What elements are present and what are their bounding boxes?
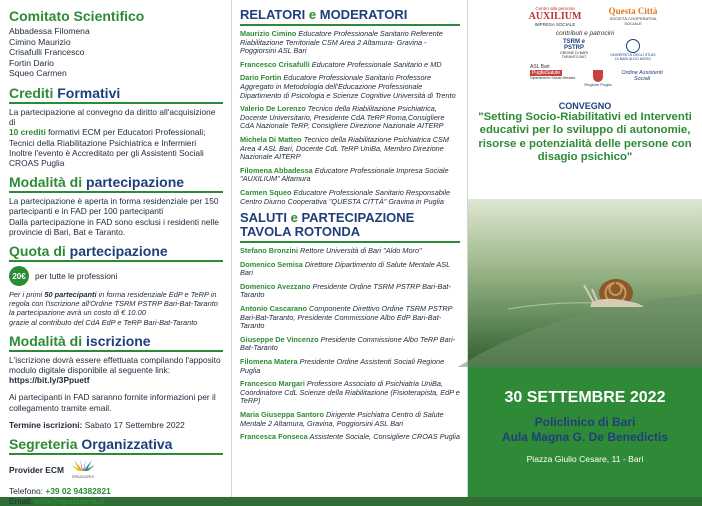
spazioiris-logo — [70, 458, 96, 482]
text-line: Dalla partecipazione in FAD sono esclusi i residenti nelle — [9, 216, 219, 227]
speaker-item — [240, 61, 460, 70]
speaker-role: Professore Associato di Psichiatria UniBa, Coordinatore CdL Scienze della Riabilitazione (Fisioterapista, EdP e TeRP) — [240, 379, 460, 406]
crediti-line: Inoltre l'evento è Accreditato per gli Assistenti Sociali — [9, 147, 204, 158]
registration-link[interactable]: https://bit.ly/3Ppuetf — [9, 375, 90, 386]
speaker-name: Antonio Cascarano — [240, 304, 307, 314]
speaker-item — [240, 380, 460, 406]
price-row — [9, 266, 223, 286]
venue-name: Policlinico di Bari — [534, 415, 636, 429]
speaker-name: Valerio De Lorenzo — [240, 104, 306, 114]
tel-label: Telefono: — [9, 486, 43, 497]
speaker-name: Carmen Squeo — [240, 187, 292, 197]
crediti-title — [9, 85, 223, 101]
questa-name: Questa Città — [608, 6, 658, 16]
cover-panel — [468, 0, 702, 497]
list-item: Fortin Dario — [9, 57, 54, 68]
speaker-role: Educatore Professionale Sanitario e MD — [311, 59, 442, 69]
speaker-item — [240, 336, 460, 353]
email-value[interactable]: info@spazioiris.it — [34, 496, 105, 506]
speaker-name: Domenico Semisa — [240, 259, 303, 269]
speaker-item — [240, 167, 460, 184]
crediti-title-a: Crediti — [9, 84, 54, 101]
tsrm-name: TSRM e PSTRP — [562, 39, 585, 51]
crediti-line: La partecipazione al convegno da diritto all'acquisizione di — [9, 106, 216, 128]
speaker-name: Michela Di Matteo — [240, 134, 302, 144]
speaker-role: Dirigente Psichiatra Centro di Salute Mentale 2 Altamura, Gravina, Poggiorsini ASL Bari — [240, 410, 444, 428]
list-item: Cimino Maurizio — [9, 36, 71, 47]
title-a: SALUTI — [240, 210, 287, 226]
speaker-item — [240, 105, 460, 131]
questa-sub: SOCIETÀ COOPERATIVA SOCIALE — [609, 16, 657, 26]
speaker-name: Domenico Avezzano — [240, 281, 311, 291]
convegno-label: CONVEGNO — [558, 101, 612, 111]
title-b: iscrizione — [86, 332, 151, 349]
speaker-name: Francesco Crisafulli — [240, 59, 310, 69]
tel-value[interactable]: +39 02 94382821 — [45, 486, 111, 497]
speaker-name: Giuseppe De Vincenzo — [240, 334, 319, 344]
speaker-name: Maria Giuseppa Santoro — [240, 410, 324, 419]
saluti-title — [240, 211, 460, 239]
speaker-role: Direttore Dipartimento di Salute Mentale ASL Bari — [240, 259, 451, 278]
uniba-name: UNIVERSITÀ DEGLI STUDI DI BARI ALDO MORO — [610, 53, 656, 61]
text-part: 50 partecipanti — [44, 290, 97, 299]
speaker-item — [240, 30, 460, 56]
speaker-item — [240, 433, 460, 442]
email-label: Email: — [9, 496, 33, 506]
asl-logo — [530, 64, 576, 80]
regione-name: Regione Puglia — [584, 82, 612, 87]
text-line: Ai partecipanti in FAD saranno fornite informazioni per il — [9, 392, 216, 403]
divider — [240, 241, 460, 243]
shield-icon — [593, 70, 603, 82]
asl-name: ASL Bari — [530, 64, 550, 70]
questa-citta-logo — [604, 6, 662, 26]
speaker-item — [240, 283, 460, 300]
iris-icon — [70, 458, 96, 472]
text-line: modulo digitale disponibile al seguente link: — [9, 365, 171, 376]
venue-address: Piazza Giulio Cesare, 11 - Bari — [526, 454, 644, 464]
speaker-item — [240, 189, 460, 206]
speaker-item — [240, 305, 460, 331]
title-b: partecipazione — [86, 174, 185, 191]
speaker-role: Tecnico della Riabilitazione Psichiatrica, Docente Universitario, Presidente CdA TeRP Roma,Consigliere CdA Nazionale TeRP, Consigliere Direzione Nazionale AITERP — [240, 104, 445, 131]
title-a: RELATORI — [240, 7, 306, 22]
auxilium-sub: IMPRESA SOCIALE — [534, 22, 576, 27]
tsrm-logo — [554, 39, 594, 59]
crediti-title-b: Formativi — [57, 84, 121, 101]
title-a: Modalità di — [9, 174, 83, 191]
info-panel — [0, 0, 232, 506]
title-c: TAVOLA ROTONDA — [240, 224, 361, 240]
quota-title — [9, 243, 223, 259]
speaker-item — [240, 247, 460, 256]
crediti-line: Tecnici della Riabilitazione Psichiatrica e Infermieri — [9, 137, 197, 148]
speaker-item — [240, 74, 460, 100]
divider — [9, 453, 223, 455]
seal-icon — [626, 39, 640, 53]
list-item: Squeo Carmen — [9, 68, 67, 79]
text-part: in forma residenziale EdP e TeRP in — [98, 290, 217, 299]
uniba-logo — [610, 39, 656, 61]
speaker-role: Educatore Professionale Sanitario Professore Aggregato in Metodologia dell'Educazione Professionale Dipartimento di Psicologia e Scienze Cognitive Università di Trento — [240, 73, 456, 100]
title-e: e — [308, 7, 317, 22]
speaker-role: Educatore Professionale Sanitario Responsabile Centro Diurno Cooperativa "QUESTA CITTÀ" Gravina in Puglia — [240, 187, 451, 206]
crediti-line: CROAS Puglia — [9, 157, 65, 168]
speaker-role: Componente Direttivo Ordine TSRM PSTRP Bari-Bat-Taranto, Presidente Commissione Albo EdP Bari-Bat-Taranto — [240, 304, 453, 331]
iscrizione-title — [9, 333, 223, 349]
speaker-role: Tecnico della Riabilitazione Psichiatrica CSM Area 4 ASL Bari, Docente CdL TeRP UniBa, Membro Direzione Nazionale AITERP — [240, 134, 450, 162]
speaker-role: Presidente Commissione Albo TeRP Bari-Bat-Taranto — [240, 334, 456, 353]
logos-area — [468, 6, 702, 96]
contact-email — [9, 496, 223, 506]
text-line: partecipanti e in FAD per 100 partecipanti — [9, 206, 164, 217]
text-line: L'iscrizione dovrà essere effettuata compilando l'apposito — [9, 354, 221, 365]
divider — [9, 260, 223, 262]
text-line: grazie al contributo del CdA EdP e TeRP Bari-Bat-Taranto — [9, 317, 198, 327]
list-item: Crisafulli Francesco — [9, 47, 85, 58]
title-b: MODERATORI — [319, 7, 408, 22]
price-badge: 20€ — [9, 266, 29, 286]
speaker-name: Filomena Matera — [240, 357, 298, 367]
auxilium-top: Centro alla persona — [535, 6, 575, 11]
crediti-text — [9, 107, 223, 168]
auxilium-name: AUXILIUM — [528, 11, 582, 22]
provider-label: Provider ECM — [9, 464, 64, 475]
regione-puglia-logo — [580, 70, 616, 87]
segreteria-title — [9, 436, 223, 452]
relatori-list — [240, 30, 460, 206]
speaker-name: Stefano Bronzini — [240, 246, 298, 256]
list-item: Abbadessa Filomena — [9, 26, 90, 36]
divider — [9, 191, 223, 193]
auxilium-logo — [520, 6, 590, 27]
provider-row — [9, 458, 223, 482]
speaker-name: Francesco Margari — [240, 379, 305, 389]
speaker-item — [240, 261, 460, 278]
speaker-role: Educatore Professionale Sanitario Referente Riabilitazione Territoriale CSM Area 2 Altamura- Gravina - Poggiorsini ASL Bari — [240, 29, 443, 56]
snail-icon — [468, 199, 702, 367]
text-line: La partecipazione è aperta in forma residenziale per 150 — [9, 196, 219, 207]
divider — [240, 24, 460, 26]
title-b: partecipazione — [69, 243, 168, 259]
text-line: regola con l'iscrizione all'Ordine TSRM PSTRP Bari-Bat-Taranto — [9, 299, 218, 309]
text-line: la partecipazione avrà un costo di € 10.00 — [9, 308, 146, 318]
title-e: e — [290, 210, 298, 226]
contributi-label: contributi e patrocini — [555, 30, 615, 37]
title-a: Quota di — [9, 243, 66, 259]
quota-discount-text — [9, 290, 223, 327]
divider — [9, 102, 223, 104]
deadline-label: Termine iscrizioni: — [9, 419, 83, 430]
speaker-role: Educatore Professionale Impresa Sociale "AUXILIUM" Altamura — [240, 165, 449, 184]
relatori-title — [240, 8, 460, 22]
speaker-item — [240, 136, 460, 162]
event-date: 30 SETTEMBRE 2022 — [504, 389, 666, 406]
ordine-as-logo — [618, 70, 666, 82]
title-a: Segreteria — [9, 436, 78, 453]
modalita-partecipazione-title — [9, 174, 223, 190]
spazioiris-logo-text: SPAZIOIRIS — [71, 473, 94, 479]
speaker-role: Rettore Università di Bari "Aldo Moro" — [300, 246, 422, 256]
text-line: provincie di Bari, Bat e Taranto. — [9, 226, 126, 237]
speaker-name: Francesca Fonseca — [240, 432, 308, 442]
comitato-list — [9, 26, 223, 79]
title-b: Organizzativa — [81, 436, 173, 453]
asl-dep: Dipartimento Salute Mentale — [530, 76, 576, 80]
crediti-count: 10 crediti — [9, 127, 46, 138]
iscrizione-text — [9, 355, 223, 430]
title-b: PARTECIPAZIONE — [301, 210, 415, 226]
speaker-item — [240, 411, 460, 428]
modalita-partecipazione-text — [9, 196, 223, 237]
deadline-date: Sabato 17 Settembre 2022 — [84, 419, 185, 430]
ordine-name: Ordine Assistenti Sociali — [621, 70, 663, 82]
speaker-role: Presidente Ordine TSRM PSTRP Bari-Bat-Taranto — [240, 281, 451, 300]
divider — [9, 350, 223, 352]
saluti-list — [240, 247, 460, 442]
contact-tel — [9, 486, 223, 496]
speaker-name: Dario Fortin — [240, 73, 282, 83]
comitato-title: Comitato Scientifico — [9, 8, 145, 24]
speakers-panel — [232, 0, 468, 497]
tsrm-sub: ORDINE DI BARI TARANTO BAT — [560, 51, 588, 59]
venue-room: Aula Magna G. De Benedictis — [501, 430, 669, 444]
speaker-role: Assistente Sociale, Consigliere CROAS Puglia — [309, 432, 460, 442]
speaker-item — [240, 358, 460, 375]
price-note: per tutte le professioni — [35, 270, 118, 281]
asl-sub: PugliaSalute — [532, 70, 561, 76]
convegno-title: "Setting Socio-Riabilitativi ed Interventi educativi per lo sviluppo di autonomie, risorse e potenzialità delle persone con disagio psichico" — [478, 111, 692, 164]
speaker-name: Filomena Abbadessa — [240, 165, 313, 175]
crediti-line: formativi ECM per Educatori Professionali; — [48, 127, 206, 138]
text-part: Per i primi — [9, 290, 43, 299]
snail-photo — [468, 199, 702, 367]
speaker-name: Maurizio Cimino — [240, 29, 297, 38]
text-line: collegamento tramite email. — [9, 402, 112, 413]
title-a: Modalità di — [9, 332, 83, 349]
speaker-role: Presidente Ordine Assistenti Sociali Regione Puglia — [240, 357, 445, 375]
